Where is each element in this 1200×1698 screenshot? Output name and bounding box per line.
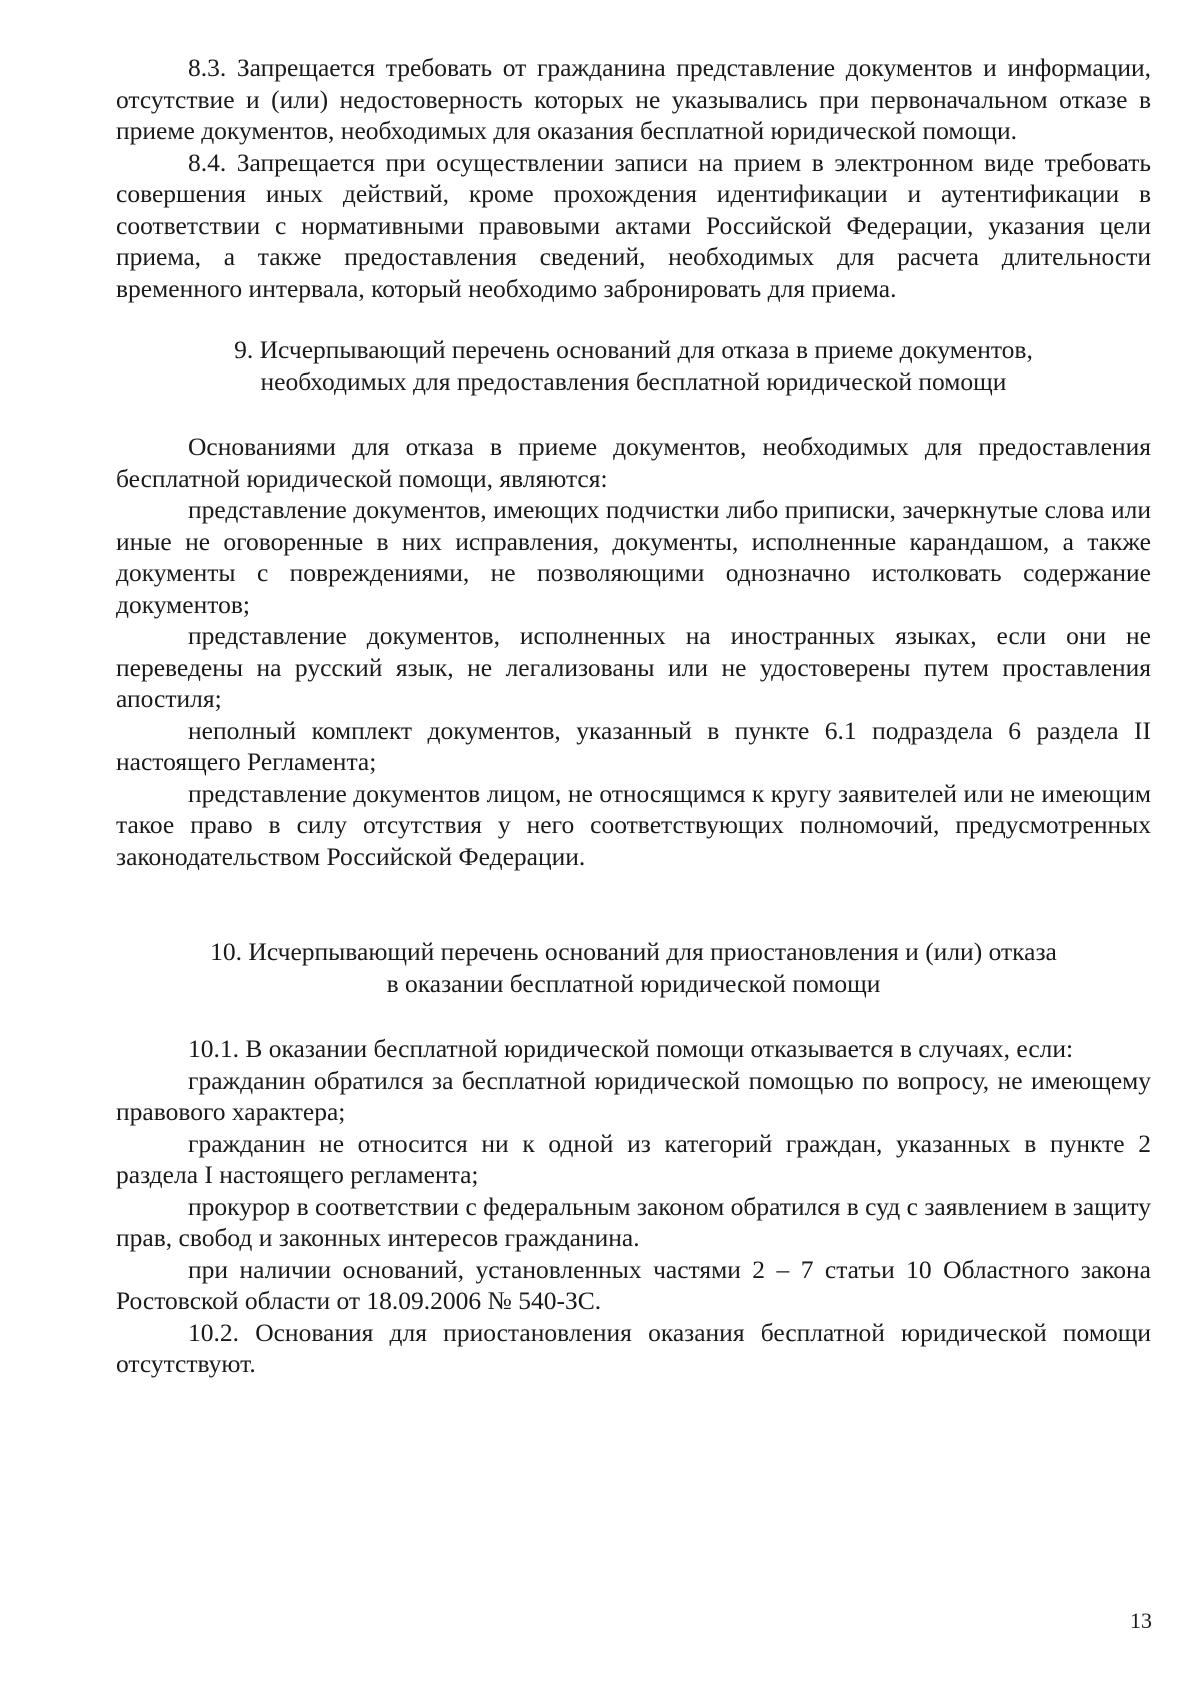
section-10-heading-line-2: в оказании бесплатной юридической помощи <box>386 968 881 998</box>
section-10-item-4: при наличии оснований, установленных частями 2 – 7 статьи 10 Областного закона Ростовской области от 18.09.2006 № 540-ЗС. <box>116 1254 1151 1315</box>
paragraph-8-3: 8.3. Запрещается требовать от гражданина представление документов и информации, отсутствие и (или) недостоверность которых не указывались при первоначальном отказе в приеме документов, необходимых для оказания бесплатной юридической помощи. <box>116 53 1151 145</box>
paragraph-10-2: 10.2. Основания для приостановления оказания бесплатной юридической помощи отсутствуют. <box>116 1317 1151 1378</box>
section-10-heading-line-1: 10. Исчерпывающий перечень оснований для приостановления и (или) отказа <box>210 937 1057 966</box>
paragraph-10-1: 10.1. В оказании бесплатной юридической помощи отказывается в случаях, если: <box>188 1034 1074 1063</box>
section-10-item-3: прокурор в соответствии с федеральным законом обратился в суд с заявлением в защиту прав, свобод и законных интересов гражданина. <box>116 1191 1151 1252</box>
page-number: 13 <box>1130 1608 1152 1633</box>
document-page <box>116 52 1151 1380</box>
section-9-heading <box>116 334 1151 397</box>
section-9-heading-line-1: 9. Исчерпывающий перечень оснований для отказа в приеме документов, <box>234 335 1033 364</box>
section-9-item-3: неполный комплект документов, указанный в пункте 6.1 подраздела 6 раздела II настоящего Регламента; <box>116 715 1151 776</box>
section-9-heading-line-2: необходимых для предоставления бесплатной юридической помощи <box>260 366 1007 396</box>
section-9-item-4: представление документов лицом, не относящимся к кругу заявителей или не имеющим такое право в силу отсутствия у него соответствующих полномочий, предусмотренных законодательством Российской Федерации. <box>116 778 1151 871</box>
section-9-intro: Основаниями для отказа в приеме документов, необходимых для предоставления бесплатной юридической помощи, являются: <box>116 432 1151 493</box>
section-9-item-2: представление документов, исполненных на иностранных языках, если они не переведены на русский язык, не легализованы или не удостоверены путем проставления апостиля; <box>116 621 1151 713</box>
section-10-item-2: гражданин не относится ни к одной из категорий граждан, указанных в пункте 2 раздела I настоящего регламента; <box>116 1128 1151 1189</box>
section-10-heading <box>116 936 1151 999</box>
paragraph-8-4: 8.4. Запрещается при осуществлении записи на прием в электронном виде требовать совершения иных действий, кроме прохождения идентификации и аутентификации в соответствии с нормативными правовыми актами Российской Федерации, указания цели приема, а также предоставления сведений, необходимых для расчета длительности временного интервала, который необходимо забронировать для приема. <box>116 147 1151 303</box>
section-9-item-1: представление документов, имеющих подчистки либо приписки, зачеркнутые слова или иные не оговоренные в них исправления, документы, исполненные карандашом, а также документы с повреждениями, не позволяющими однозначно истолковать содержание документов; <box>116 495 1151 619</box>
section-10-item-1: гражданин обратился за бесплатной юридической помощью по вопросу, не имеющему правового характера; <box>116 1065 1151 1126</box>
